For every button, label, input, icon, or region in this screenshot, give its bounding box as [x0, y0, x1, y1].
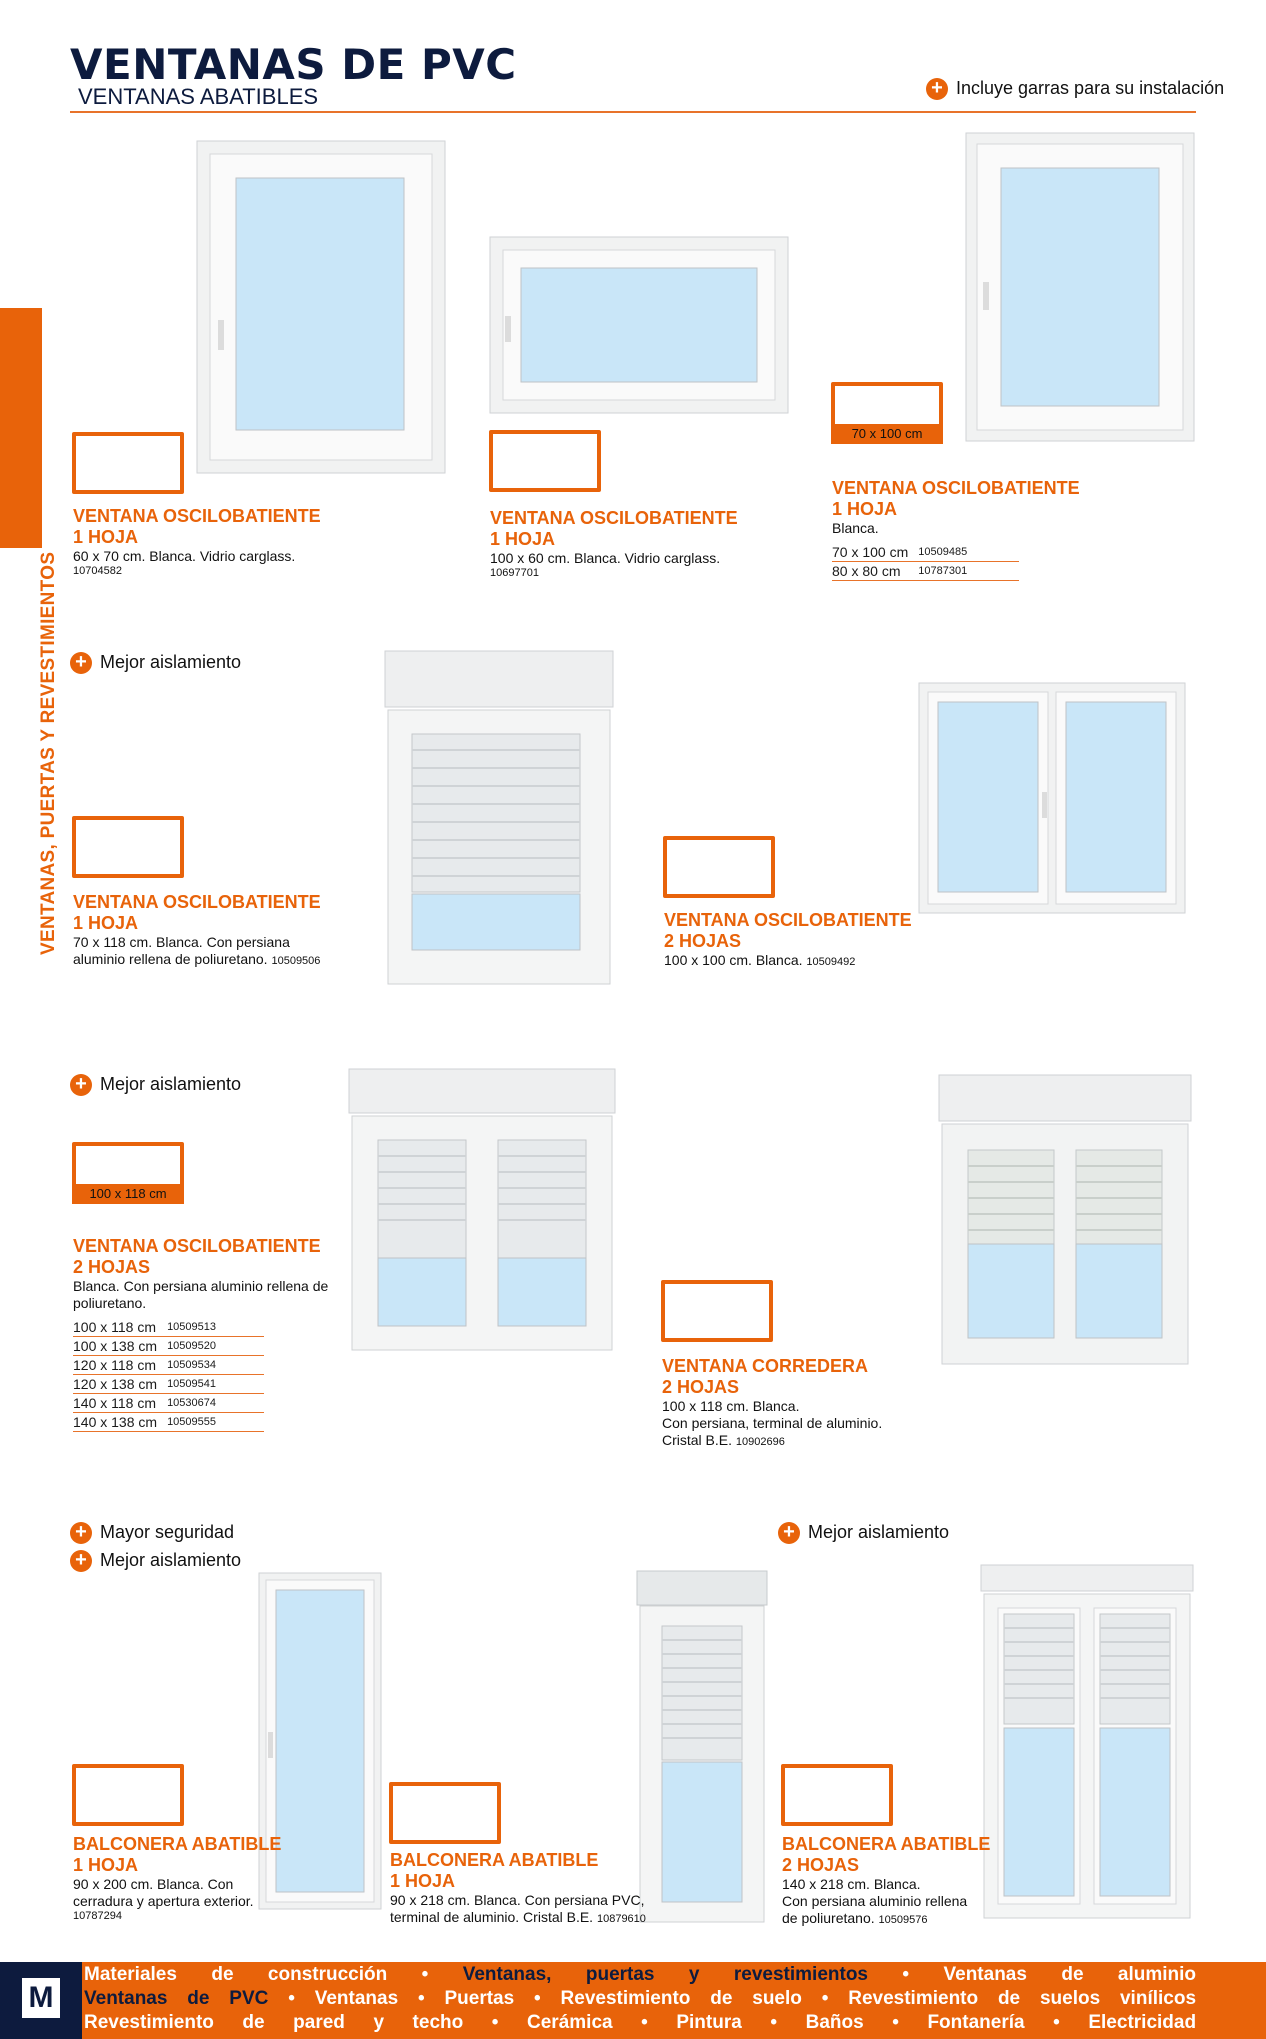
- spec-table: [73, 1318, 264, 1432]
- footer-category-nav: [84, 1963, 1196, 2035]
- footer-link[interactable]: Electricidad: [1088, 2012, 1197, 2033]
- footer-link[interactable]: Ventanas, puertas y revestimientos: [462, 1964, 868, 1985]
- window-image: [196, 140, 446, 474]
- window-image: [348, 1068, 616, 1352]
- window-image: [489, 236, 789, 414]
- footer-link[interactable]: Ventanas de aluminio: [943, 1964, 1197, 1985]
- logo-mark: M: [22, 1978, 60, 2018]
- price-box: [72, 1764, 184, 1826]
- spec-table: [832, 543, 1019, 581]
- table-row: 140 x 138 cm 10509555: [73, 1413, 264, 1432]
- plus-icon: +: [70, 1522, 92, 1544]
- page-subtitle: VENTANAS ABATIBLES: [78, 84, 319, 109]
- product-card: VENTANA OSCILOBATIENTE 1 HOJA 100 x 60 cm. Blanca. Vidrio carglass. 10697701: [490, 508, 738, 579]
- window-image: [965, 132, 1195, 442]
- table-row: 100 x 138 cm 10509520: [73, 1337, 264, 1356]
- feature-insulation: + Mejor aislamiento: [70, 1550, 241, 1572]
- table-row: 140 x 118 cm 10530674: [73, 1394, 264, 1413]
- window-image: [918, 682, 1186, 914]
- footer-link[interactable]: Pintura: [676, 2012, 742, 2033]
- footer-link[interactable]: Revestimiento de suelo: [560, 1988, 802, 2009]
- footer-link[interactable]: Cerámica: [527, 2012, 613, 2033]
- footer-link[interactable]: Materiales de construcción: [84, 1964, 388, 1985]
- footer-link[interactable]: Ventanas de PVC: [84, 1988, 269, 2009]
- price-box: [781, 1764, 893, 1826]
- footer-line: Ventanas de PVC • Ventanas • Puertas • Revestimiento de suelo • Revestimiento de suelos vinílicos: [84, 1988, 1197, 2009]
- size-tag: 100 x 118 cm: [72, 1184, 184, 1204]
- header-divider: [70, 111, 1196, 113]
- price-box: [389, 1782, 501, 1844]
- product-card: BALCONERA ABATIBLE 2 HOJAS 140 x 218 cm. Blanca. Con persiana aluminio rellena de poliuretano. 10509576: [782, 1834, 991, 1926]
- section-tab: [0, 308, 42, 548]
- price-box: [661, 1280, 773, 1342]
- footer-link[interactable]: Revestimiento de pared y techo: [84, 2012, 464, 2033]
- product-card: VENTANA OSCILOBATIENTE 2 HOJAS Blanca. Con persiana aluminio rellena de poliuretano. 100 x 118 cm 10509513 100 x 138 cm 10509520 120 x 118 cm 10509534 120 x 138 cm 10509541 140 x 118 cm 10530674 140 x 138 cm 10509555: [73, 1236, 329, 1430]
- table-row: 80 x 80 cm 10787301: [832, 562, 1019, 581]
- plus-icon: +: [70, 1074, 92, 1096]
- product-card: VENTANA OSCILOBATIENTE 1 HOJA 60 x 70 cm. Blanca. Vidrio carglass. 10704582: [73, 506, 321, 577]
- footer-link[interactable]: Revestimiento de suelos vinílicos: [848, 1988, 1197, 2009]
- plus-icon: +: [926, 78, 948, 100]
- footer-line: Revestimiento de pared y techo • Cerámica • Pintura • Baños • Fontanería • Electricidad: [84, 2012, 1197, 2033]
- product-card: VENTANA CORREDERA 2 HOJAS 100 x 118 cm. Blanca. Con persiana, terminal de aluminio. Cristal B.E. 10902696: [662, 1356, 883, 1448]
- window-image: [384, 650, 614, 986]
- includes-note: + Incluye garras para su instalación: [926, 78, 1224, 100]
- footer-link[interactable]: Puertas: [444, 1988, 515, 2009]
- price-box: [72, 432, 184, 494]
- product-card: VENTANA OSCILOBATIENTE 2 HOJAS 100 x 100 cm. Blanca. 10509492: [664, 910, 912, 968]
- plus-icon: +: [70, 652, 92, 674]
- table-row: 70 x 100 cm 10509485: [832, 543, 1019, 562]
- feature-security: + Mayor seguridad: [70, 1522, 234, 1544]
- page-title: VENTANAS DE PVC: [70, 40, 517, 89]
- feature-insulation: + Mejor aislamiento: [70, 652, 241, 674]
- price-box: [72, 816, 184, 878]
- table-row: 120 x 138 cm 10509541: [73, 1375, 264, 1394]
- footer-link[interactable]: Ventanas: [314, 1988, 399, 2009]
- price-box: [831, 382, 943, 444]
- product-card: VENTANA OSCILOBATIENTE 1 HOJA Blanca. 70 x 100 cm 10509485 80 x 80 cm 10787301: [832, 478, 1080, 579]
- product-card: BALCONERA ABATIBLE 1 HOJA 90 x 200 cm. Blanca. Con cerradura y apertura exterior. 10787294: [73, 1834, 282, 1922]
- footer-link[interactable]: Baños: [805, 2012, 864, 2033]
- plus-icon: +: [70, 1550, 92, 1572]
- window-image: [938, 1074, 1192, 1366]
- footer-link[interactable]: Fontanería: [927, 2012, 1025, 2033]
- section-label: VENTANAS, PUERTAS Y REVESTIMIENTOS: [38, 551, 59, 955]
- price-box: [72, 1142, 184, 1204]
- table-row: 120 x 118 cm 10509534: [73, 1356, 264, 1375]
- price-box: [489, 430, 601, 492]
- product-card: BALCONERA ABATIBLE 1 HOJA 90 x 218 cm. Blanca. Con persiana PVC, terminal de aluminio. Cristal B.E. 10879610: [390, 1850, 646, 1925]
- plus-icon: +: [778, 1522, 800, 1544]
- footer-line: Materiales de construcción • Ventanas, puertas y revestimientos • Ventanas de aluminio: [84, 1964, 1197, 1985]
- feature-insulation: + Mejor aislamiento: [70, 1074, 241, 1096]
- feature-insulation: + Mejor aislamiento: [778, 1522, 949, 1544]
- price-box: [663, 836, 775, 898]
- table-row: 100 x 118 cm 10509513: [73, 1318, 264, 1337]
- size-tag: 70 x 100 cm: [831, 424, 943, 444]
- product-card: VENTANA OSCILOBATIENTE 1 HOJA 70 x 118 cm. Blanca. Con persiana aluminio rellena de poliuretano. 10509506: [73, 892, 321, 967]
